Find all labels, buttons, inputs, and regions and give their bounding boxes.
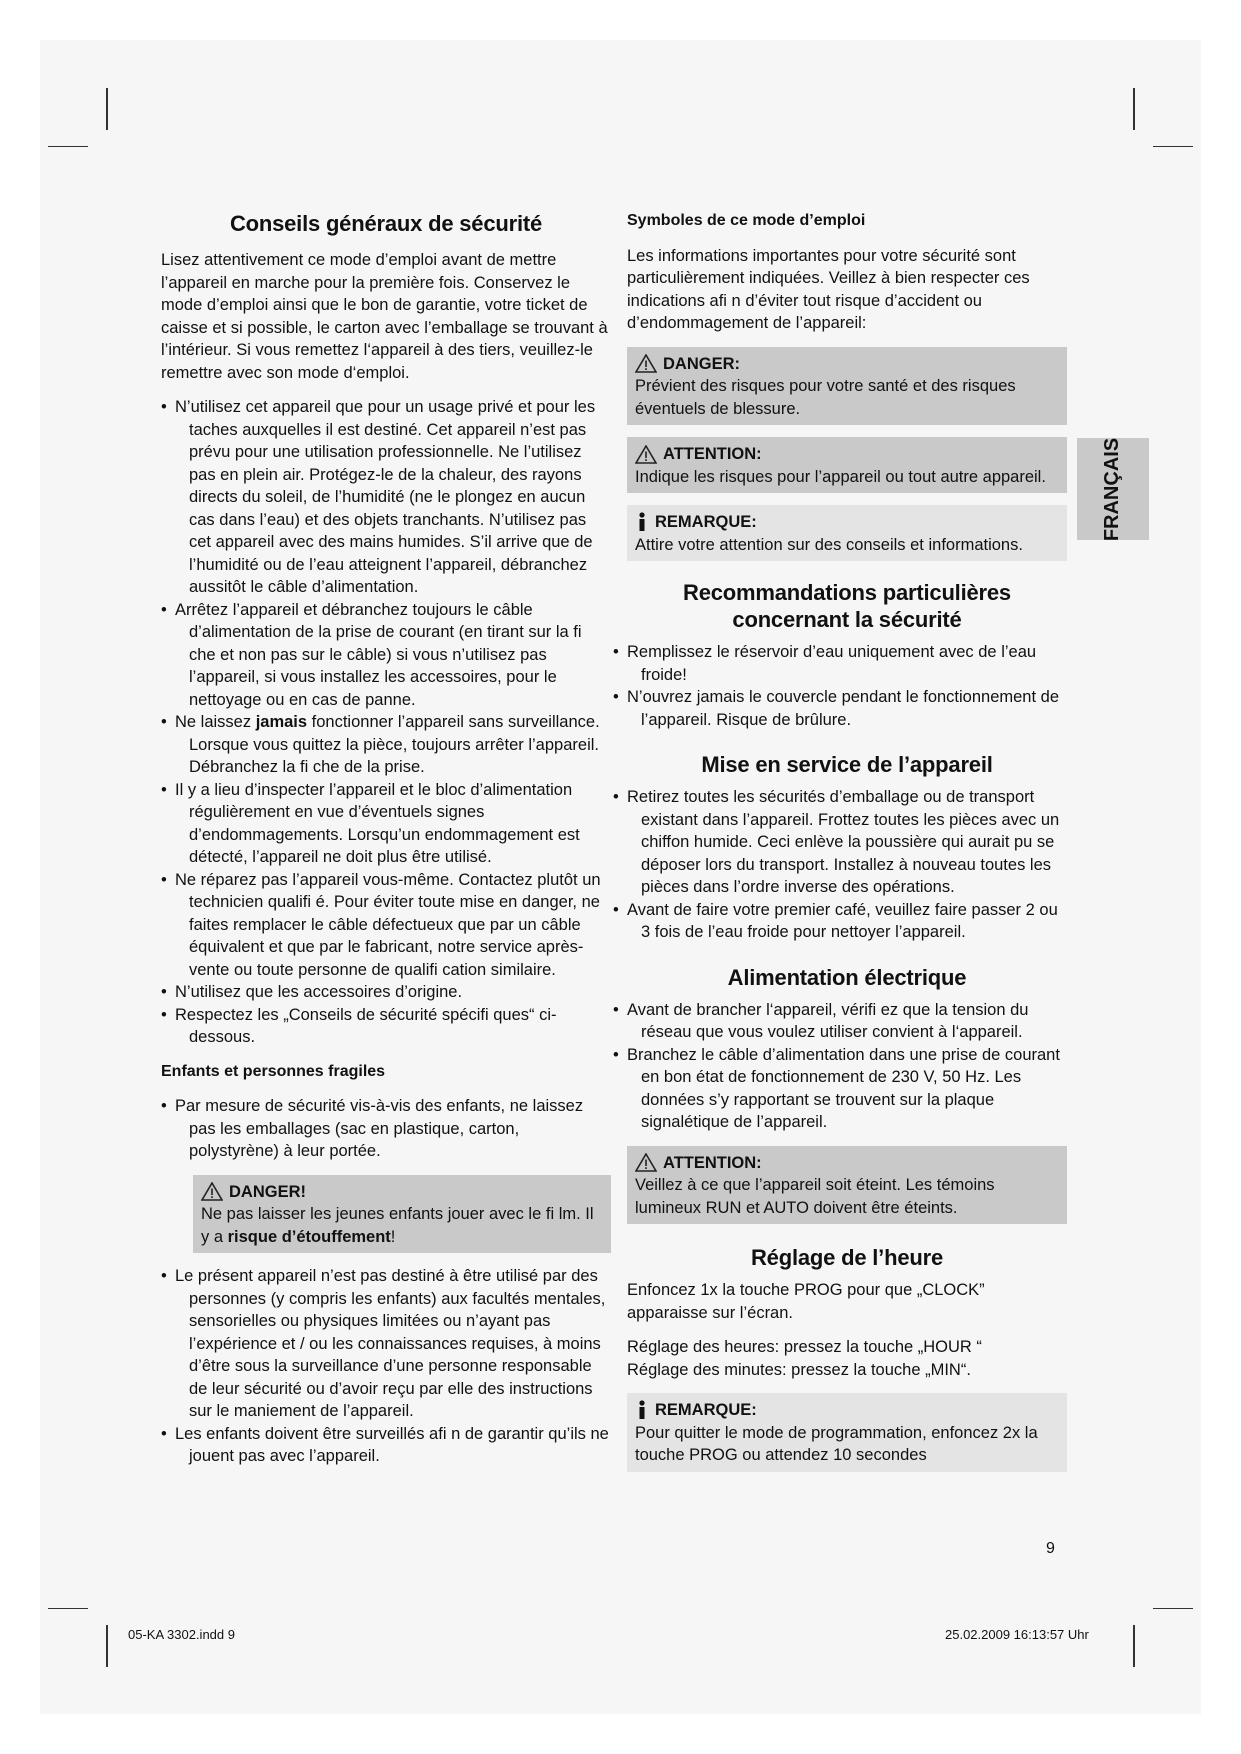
danger-title: DANGER! [229, 1182, 306, 1201]
symbols-title: Symboles de ce mode d’emploi [627, 212, 866, 229]
danger-box [627, 347, 1067, 426]
jamais-before: Ne laissez [175, 713, 256, 731]
danger-text: Prévient des risques pour votre santé et des risques éventuels de blessure. [635, 377, 1016, 418]
attention-text: Indique les risques pour l’appareil ou tout autre appareil. [635, 467, 1046, 486]
remarque-title: REMARQUE: [655, 513, 757, 531]
crop-mark [1133, 88, 1135, 130]
warning-triangle-icon [635, 1153, 657, 1172]
children-list-2 [161, 1265, 611, 1468]
crop-mark [1153, 1608, 1193, 1609]
reco-title-line-2: concernant la sécurité [732, 607, 962, 632]
power-title: Alimentation électrique [727, 964, 967, 990]
footer-timestamp: 25.02.2009 16:13:57 Uhr [945, 1627, 1089, 1642]
clock-remarque-box [627, 1393, 1067, 1472]
safety-title: Conseils généraux de sécurité [229, 211, 543, 236]
list-item: • Ne réparez pas l’appareil vous-même. Contactez plutôt un technicien qualifi é. Pour éviter toute mise en danger, ne faites remplacer le câble défectueux que par un câble équivalent et que par le fabricant, notre service après-vente ou toute personne de qualifi cation similaire. [161, 869, 611, 982]
footer-file-info: 05-KA 3302.indd 9 [128, 1627, 235, 1642]
crop-mark [1153, 146, 1193, 147]
children-title: Enfants et personnes fragiles [161, 1062, 386, 1080]
crop-mark [106, 88, 108, 130]
crop-mark [48, 146, 88, 147]
reco-list [613, 641, 1067, 731]
list-item: • Avant de brancher l‘appareil, vérifi ez que la tension du réseau que vous voulez utiliser convient à l‘appareil. [613, 999, 1067, 1044]
list-item: • N’ouvrez jamais le couvercle pendant le fonctionnement de l’appareil. Risque de brûlure. [613, 686, 1067, 731]
attention-title: ATTENTION: [663, 1153, 762, 1172]
list-item: • Le présent appareil n’est pas destiné à être utilisé par des personnes (y compris les enfants) aux facultés mentales, sensorielles ou physiques limitées ou n’ayant pas l’expérience et / ou les connaissances requises, à moins d’être sous la surveillance d’une personne responsable de leur sécurité ou d’avoir reçu par elle des instructions sur le maniement de l’appareil. [161, 1265, 611, 1423]
warning-triangle-icon [635, 354, 657, 373]
children-list [161, 1095, 611, 1163]
danger-title: DANGER: [663, 354, 740, 373]
jamais-after: fonctionner l’appareil sans surveillance. Lorsque vous quittez la pièce, toujours arrêter l’appareil. Débranchez la fi che de la prise. [189, 713, 600, 776]
language-tab [1077, 438, 1149, 540]
list-item: • N’utilisez que les accessoires d’origine. [161, 981, 611, 1004]
warning-triangle-icon [201, 1182, 223, 1201]
safety-list [161, 396, 611, 1049]
remarque-text: Attire votre attention sur des conseils et informations. [635, 535, 1023, 554]
reco-title-line-1: Recommandations particulières [683, 580, 1011, 605]
list-item [161, 711, 611, 779]
info-icon [635, 1400, 649, 1420]
danger-text-bold: risque d’étouffement [227, 1227, 391, 1246]
list-item: • Arrêtez l’appareil et débranchez toujours le câble d’alimentation de la prise de courant (en tirant sur la fi che et non pas sur le câble) si vous n’utilisez pas l’appareil, si vous installez les accessoires, pour le nettoyage ou en cas de panne. [161, 599, 611, 712]
crop-mark [48, 1608, 88, 1609]
info-icon [635, 512, 649, 532]
warning-triangle-icon [635, 445, 657, 464]
power-attention-box [627, 1146, 1067, 1225]
list-item: • N’utilisez cet appareil que pour un usage privé et pour les taches auxquelles il est destiné. Cet appareil n’est pas prévu pour une utilisation professionnelle. Ne l’utilisez pas en plein air. Protégez-le de la chaleur, des rayons directs du soleil, de l’humidité (ne le plongez en aucun cas dans l’eau) et des objets tranchants. N’utilisez pas cet appareil avec des mains humides. S’il arrive que de l’humidité ou de l’eau atteignent l’appareil, débranchez aussitôt le câble d’alimentation. [161, 396, 611, 599]
service-list [613, 786, 1067, 944]
symbols-intro: Les informations importantes pour votre sécurité sont particulièrement indiquées. Veillez à bien respecter ces indications afi n d’éviter tout risque d’accident ou d’endommagement de l’appareil: [627, 246, 1030, 332]
safety-intro: Lisez attentivement ce mode d’emploi avant de mettre l’appareil en marche pour la première fois. Conservez le mode d’emploi ainsi que le bon de garantie, votre ticket de caisse et si possible, le carton avec l’emballage se trouvant à l’intérieur. Si vous remettez l‘appareil à des tiers, veuillez-le remettre avec son mode d‘emploi. [161, 251, 608, 382]
danger-text: Ne pas laisser les jeunes enfants jouer avec le fi lm. Il y a [201, 1205, 594, 1246]
list-item: • Remplissez le réservoir d’eau uniquement avec de l’eau froide! [613, 641, 1067, 686]
clock-title: Réglage de l’heure [750, 1245, 943, 1270]
list-item: • Respectez les „Conseils de sécurité spécifi ques“ ci-dessous. [161, 1004, 611, 1049]
clock-minutes: Réglage des minutes: pressez la touche „MIN“. [627, 1360, 971, 1379]
children-danger-box [193, 1175, 611, 1254]
remarque-text: Pour quitter le mode de programmation, enfoncez 2x la touche PROG ou attendez 10 secondes [635, 1423, 1038, 1464]
crop-mark [106, 1625, 108, 1667]
crop-mark [1133, 1625, 1135, 1667]
remarque-box [627, 505, 1067, 561]
reco-title [627, 579, 1067, 633]
right-column [627, 210, 1067, 1484]
clock-hours: Réglage des heures: pressez la touche „HOUR “ [627, 1338, 982, 1356]
list-item: • Les enfants doivent être surveillés afi n de garantir qu’ils ne jouent pas avec l’appareil. [161, 1423, 611, 1468]
clock-intro: Enfoncez 1x la touche PROG pour que „CLOCK” apparaisse sur l’écran. [627, 1281, 985, 1322]
language-label: FRANÇAIS [1101, 437, 1124, 541]
power-list [613, 999, 1067, 1134]
list-item: • Branchez le câble d’alimentation dans une prise de courant en bon état de fonctionnement de 230 V, 50 Hz. Les données s’y rapportant se trouvent sur la plaque signalétique de l’appareil. [613, 1044, 1067, 1134]
list-item: • Avant de faire votre premier café, veuillez faire passer 2 ou 3 fois de l’eau froide pour nettoyer l’appareil. [613, 899, 1067, 944]
clock-settings [627, 1336, 1067, 1381]
danger-text-end: ! [390, 1227, 396, 1246]
list-item: • Par mesure de sécurité vis-à-vis des enfants, ne laissez pas les emballages (sac en plastique, carton, polystyrène) à leur portée. [161, 1095, 611, 1163]
list-item: • Il y a lieu d’inspecter l’appareil et le bloc d’alimentation régulièrement en vue d’éventuels signes d’endommagements. Lorsqu’un endommagement est détecté, l’appareil ne doit plus être utilisé. [161, 779, 611, 869]
list-item: • Retirez toutes les sécurités d’emballage ou de transport existant dans l’appareil. Frottez toutes les pièces avec un chiffon humide. Ceci enlève la poussière qui aurait pu se déposer lors du transport. Installez à nouveau toutes les pièces dans l’ordre inverse des opérations. [613, 786, 1067, 899]
page-number: 9 [1046, 1540, 1055, 1557]
left-column [161, 210, 611, 1480]
attention-box [627, 437, 1067, 493]
attention-text: Veillez à ce que l’appareil soit éteint. Les témoins lumineux RUN et AUTO doivent être éteints. [635, 1176, 995, 1217]
jamais-bold: jamais [255, 713, 308, 731]
remarque-title: REMARQUE: [655, 1401, 757, 1419]
attention-title: ATTENTION: [663, 445, 762, 463]
service-title: Mise en service de l’appareil [701, 752, 993, 777]
